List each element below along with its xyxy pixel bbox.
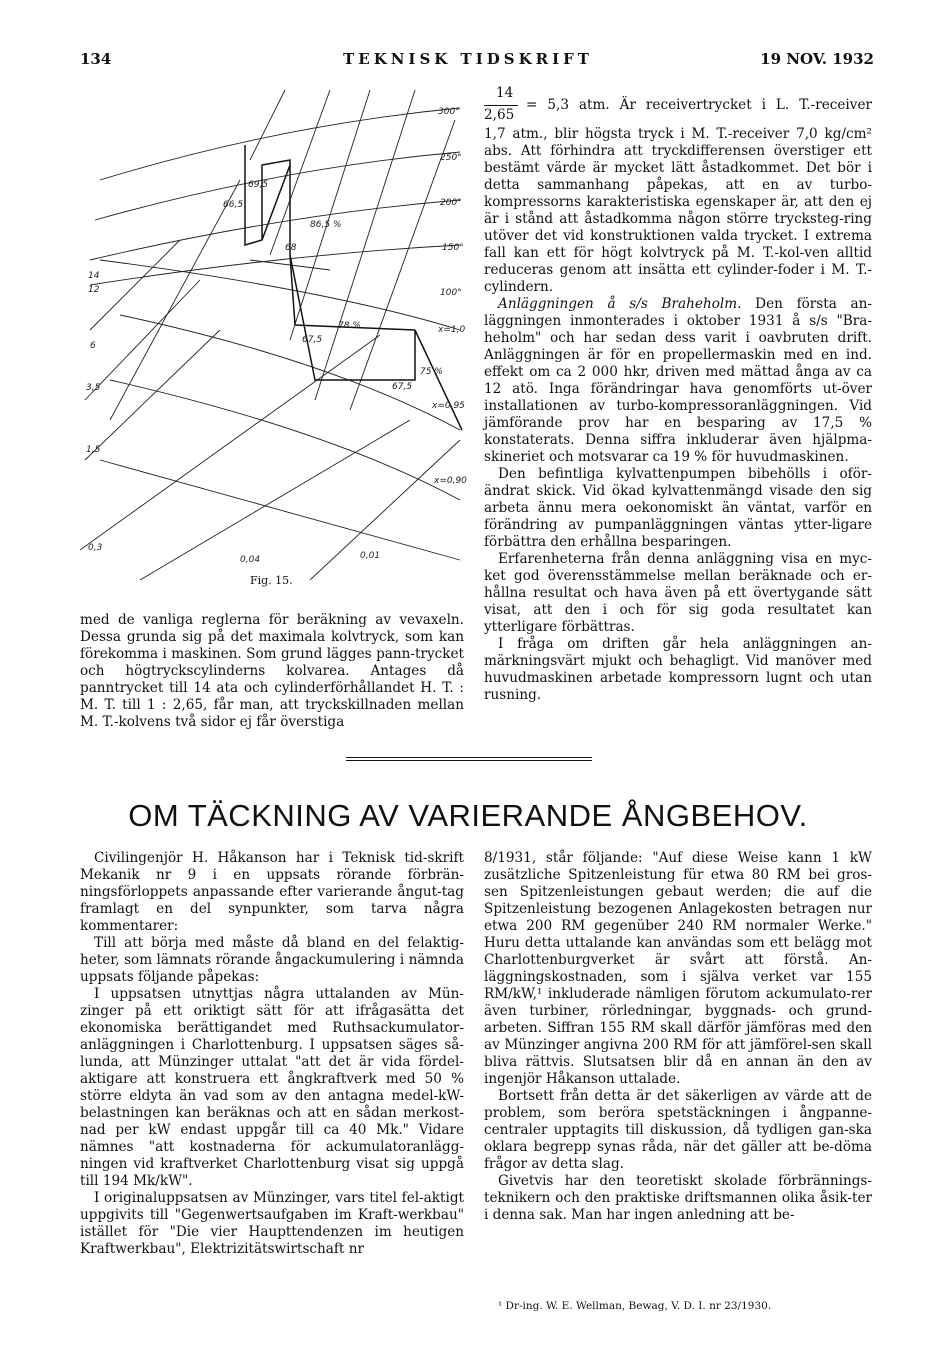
label-14: 14 bbox=[88, 271, 100, 281]
label-0-3: 0,3 bbox=[88, 543, 103, 553]
paragraph: Bortsett från detta är det säkerligen av värde att de problem, som beröra spetstäckningen i ångpanne-centraler upptagits till diskussion, då tydligen gan-ska oklara begrepp synas råda, när det gäller att be-döma frågor av detta slag. bbox=[484, 1088, 872, 1172]
label-67-5-a: 67,5 bbox=[302, 335, 323, 345]
label-100: 100° bbox=[440, 288, 462, 298]
paragraph: 1,7 atm., blir högsta tryck i M. T.-receiver 7,0 kg/cm² abs. Att förhindra att tryckdifferensen överstiger ett bestämt värde är mycket lätt åstadkommet. Det bör i detta sammanhang påpekas, att en av turbo-kompressorns karakteristiska egenskaper är, att den ej är i stånd att åstadkomma någon större trycksteg-ring utöver det vid konstruktionen valda trycket. I extrema fall kan ett för högt kolvtryck på M. T.-kol-ven alltid reduceras genom att insätta ett cylinder-foder i M. T.-cylindern. bbox=[484, 126, 872, 295]
label-0-04: 0,04 bbox=[240, 555, 261, 565]
article-right-column bbox=[484, 850, 872, 1224]
paragraph: Erfarenheterna från denna anläggning visa en myc-ket god överensstämmelse mellan beräknade och er-hållna resultat och hava även på ett övertygande sätt visat, att den i och för sig goda resultatet kan ytterligare förbättras. bbox=[484, 551, 872, 635]
footnote: ¹ Dr-ing. W. E. Wellman, Bewag, V. D. I. nr 23/1930. bbox=[498, 1300, 772, 1312]
braheholm-subheading: Anläggningen å s/s Braheholm. bbox=[498, 296, 742, 312]
quality-line-090 bbox=[110, 380, 460, 500]
paragraph: I originaluppsatsen av Münzinger, vars titel fel-aktigt uppgivits till "Gegenwertsaufgaben im Kraft-werkbau" istället för "Die vier Haupttendenzen im heutigen Kraftwerkbau", Elektrizitätswirtschaft nr bbox=[80, 1190, 464, 1257]
isotherm-200 bbox=[90, 200, 460, 260]
label-x090: x=0,90 bbox=[434, 476, 467, 486]
fraction-denominator: 2,65 bbox=[484, 107, 515, 123]
journal-title: TEKNISK TIDSKRIFT bbox=[343, 50, 593, 68]
paragraph: Till att börja med måste då bland en del felaktig-heter, som lämnats rörande ångackumulering i nämnda uppsats följande påpekas: bbox=[80, 935, 464, 985]
fraction-text: = 5,3 atm. Är receivertrycket i L. T.-receiver bbox=[526, 97, 872, 113]
label-66-5: 66,5 bbox=[223, 200, 244, 210]
section-divider bbox=[346, 757, 592, 758]
page-number: 134 bbox=[80, 50, 112, 68]
label-68: 68 bbox=[285, 243, 297, 253]
section-divider bbox=[346, 760, 592, 761]
paragraph: 8/1931, står följande: "Auf diese Weise kann 1 kW zusätzliche Spitzenleistung für etwa 80 RM bei gros-sen Spitzenleistungen gebaut werden; die auf die Spitzenleistung bezogenen Anlagekosten betragen nur etwa 200 RM gegenüber 240 RM normaler Werke." Huru detta uttalande kan användas som ett belägg mot Charlottenburgverket är svårt att förstå. An-läggningskostnaden, som i själva verket var 155 RM/kW,¹ inkluderade nämligen förutom ackumulato-rer även turbiner, rörledningar, byggnads- och grund-arbeten. Siffran 155 RM skall därför jämföras med den av Münzinger angivna 200 RM för att jämförel-sen skall bliva rättvis. Slutsatsen blir då en annan än den av ingenjör Håkanson uttalade. bbox=[484, 850, 872, 1087]
isobar-line bbox=[250, 90, 285, 160]
isotherm-150 bbox=[90, 245, 460, 285]
label-69-5: 69,5 bbox=[248, 180, 269, 190]
isobar-line bbox=[85, 280, 200, 400]
fraction-numerator: 14 bbox=[496, 85, 514, 101]
isobar-line bbox=[110, 180, 240, 420]
label-250: 250° bbox=[440, 153, 462, 163]
issue-date: 19 NOV. 1932 bbox=[760, 50, 874, 68]
label-300: 300° bbox=[438, 107, 460, 117]
expansion-line bbox=[262, 165, 290, 240]
saturation-curve bbox=[100, 260, 460, 330]
paragraph: Givetvis har den teoretiskt skolade förbrännings-teknikern och den praktiske driftsmannen olika åsik-ter i denna sak. Man har ingen anledning att be- bbox=[484, 1173, 872, 1223]
label-6: 6 bbox=[90, 341, 96, 351]
isobar-line bbox=[80, 335, 380, 550]
paragraph: Den befintliga kylvattenpumpen bibehölls i oför-ändrat skick. Vid ökad kylvattenmängd visade den sig arbeta ännu mera oekonomiskt än väntat, varför en förändring av pumpanläggningen väntas ytter-ligare förbättra den erhållna besparingen. bbox=[484, 466, 872, 550]
label-x100: x=1,0 bbox=[438, 325, 466, 335]
isobar-line bbox=[85, 330, 220, 460]
paragraph: Anläggningen å s/s Braheholm. Den första an-läggningen inmonterades i oktober 1931 å s/s "Bra-heholm" och har sedan dess varit i oavbruten drift. Anläggningen är för en propellermaskin med en ind. effekt om ca 2 000 hkr, driven med mättad ånga av ca 12 atö. Inga förändringar hava genomförts ut-över installationen av turbo-kompressoranläggningen. Vid jämförande prov har en besparing av 17,5 % konstaterats. Denna siffra inkluderar även hjälpma-skineriet och motsvarar ca 19 % för huvudmaskinen. bbox=[484, 296, 872, 465]
label-67-5-b: 67,5 bbox=[392, 382, 413, 392]
article-title: OM TÄCKNING AV VARIERANDE ÅNGBEHOV. bbox=[128, 798, 808, 833]
paragraph: I fråga om driften går hela anläggningen an-märkningsvärt mjukt och behagligt. Vid manöver med huvudmaskinen arbetade kompressorn lugnt och utan rusning. bbox=[484, 636, 872, 703]
paragraph: Civilingenjör H. Håkanson har i Teknisk tid-skrift Mekanik nr 9 i en uppsats rörande förbrän-ningsförloppets anpassande efter varierande ångut-tag framlagt en del synpunkter, som tarva några kommentarer: bbox=[80, 850, 464, 934]
quality-line-085 bbox=[100, 460, 460, 560]
isobar-line bbox=[315, 90, 415, 400]
label-150: 150° bbox=[442, 243, 464, 253]
article-left-column bbox=[80, 850, 464, 1258]
label-200: 200° bbox=[440, 198, 462, 208]
figure-15-mollier-diagram bbox=[80, 80, 470, 580]
top-right-column bbox=[484, 126, 872, 704]
isobar-line bbox=[270, 90, 330, 255]
label-3-5: 3,5 bbox=[86, 383, 101, 393]
label-75-pct: 75 % bbox=[420, 367, 443, 377]
label-0-01: 0,01 bbox=[360, 551, 381, 561]
label-1-5: 1,5 bbox=[86, 445, 101, 455]
label-86-5-pct: 86,5 % bbox=[310, 220, 342, 230]
paragraph: I uppsatsen utnyttjas några uttalanden av Mün-zinger på ett oriktigt sätt för att ifrågasätta det ekonomiska berättigandet med Ruthsackumulator-anläggningen i Charlottenburg. I uppsatsen säges så-lunda, att Münzinger uttalat "att det är vida fördel-aktigare att konstruera ett ångkraftverk med 50 % större eldyta än vad som av den antagna medel-kW-belastningen kan beräknas och att en sådan merkost-nad per kW endast uppgår till ca 40 Mk." Vidare nämnes "att kostnaderna för ackumulatoranlägg-ningen vid kraftverket Charlottenburg visat sig uppgå till 194 Mk/kW". bbox=[80, 986, 464, 1189]
isobar-line bbox=[310, 440, 460, 580]
mid-left-column bbox=[80, 612, 464, 731]
paragraph: med de vanliga reglerna för beräkning av vevaxeln. Dessa grunda sig på det maximala kolvtryck, som kan förekomma i maskinen. Som grund lägges pann-trycket och högtryckscylinderns kolvarea. Antages då panntrycket till 14 ata och cylinderförhållandet H. T. : M. T. till 1 : 2,65, får man, att tryckskillnaden mellan M. T.-kolvens två sidor ej får överstiga bbox=[80, 612, 464, 730]
label-12: 12 bbox=[88, 285, 100, 295]
quality-line-095 bbox=[120, 315, 460, 430]
figure-caption: Fig. 15. bbox=[250, 574, 293, 587]
label-78-pct: 78 % bbox=[338, 321, 361, 331]
label-x095: x=0,95 bbox=[432, 401, 465, 411]
